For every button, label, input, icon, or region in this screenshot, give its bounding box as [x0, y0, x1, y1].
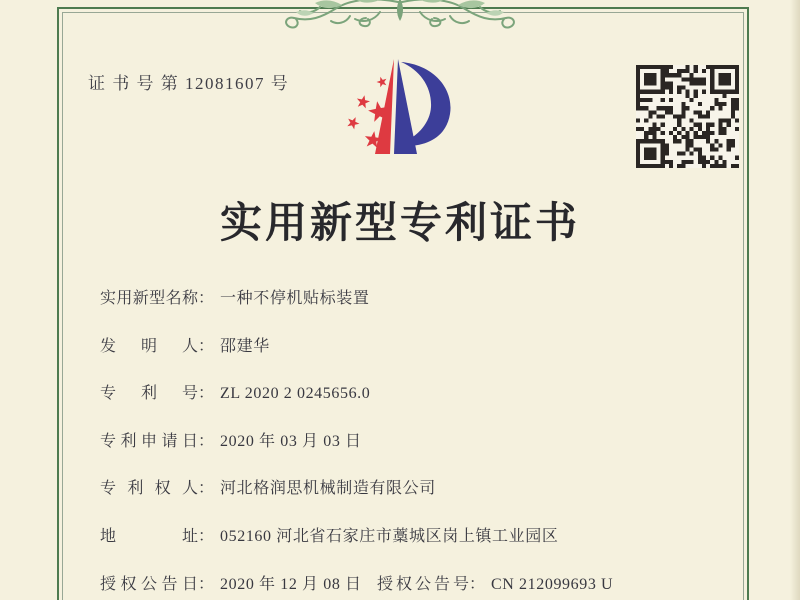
colon: ： [198, 480, 215, 498]
qr-code-icon [636, 65, 739, 168]
colon: ： [198, 290, 215, 307]
field-label: 地 址 [100, 527, 198, 545]
field-value: 邵建华 [220, 337, 270, 355]
field-row-grant-date [100, 575, 750, 600]
field-value: ZL 2020 2 0245656.0 [220, 385, 371, 403]
field-row-patentee [100, 479, 750, 527]
colon: ： [469, 575, 486, 593]
cnipa-patent-logo-icon [330, 50, 480, 170]
colon: ： [198, 337, 215, 355]
colon: ： [198, 575, 215, 593]
field-grant-publication-no [377, 575, 613, 594]
certificate-title: 实用新型专利证书 [219, 201, 580, 247]
field-label: 专 利 号 [100, 385, 198, 403]
field-row-patent-no [100, 384, 750, 432]
logo-blue-wedge [394, 59, 417, 154]
field-value: CN 212099693 U [491, 575, 614, 593]
field-row-name [100, 289, 750, 337]
colon: ： [198, 432, 215, 450]
scan-edge-shadow [790, 0, 800, 600]
colon: ： [198, 385, 215, 403]
field-value: 2020 年 03 月 03 日 [220, 432, 362, 450]
floral-flourish-icon [280, 0, 520, 33]
field-label: 专 利 权 人 [100, 480, 198, 498]
field-value: 河北格润思机械制造有限公司 [220, 480, 436, 498]
field-value: 2020 年 12 月 08 日 [220, 575, 362, 593]
field-value: 052160 河北省石家庄市藁城区岗上镇工业园区 [220, 527, 559, 545]
ornament-center-leaf [397, 0, 403, 21]
field-row-filing-date [100, 432, 750, 480]
certificate-number: 证 书 号 第 12081607 号 [88, 74, 290, 93]
field-label: 发 明 人 [100, 337, 198, 355]
field-label: 授 权 公 告 日 [100, 575, 198, 593]
field-label: 授 权 公 告 号 [377, 575, 469, 593]
field-label: 专 利 申 请 日 [100, 432, 198, 450]
field-value: 一种不停机贴标装置 [220, 290, 370, 307]
colon: ： [198, 527, 215, 545]
field-row-address [100, 527, 750, 575]
field-label: 实 用 新 型 名 称 [100, 290, 198, 307]
field-row-inventor [100, 337, 750, 385]
field-rows [100, 289, 750, 600]
